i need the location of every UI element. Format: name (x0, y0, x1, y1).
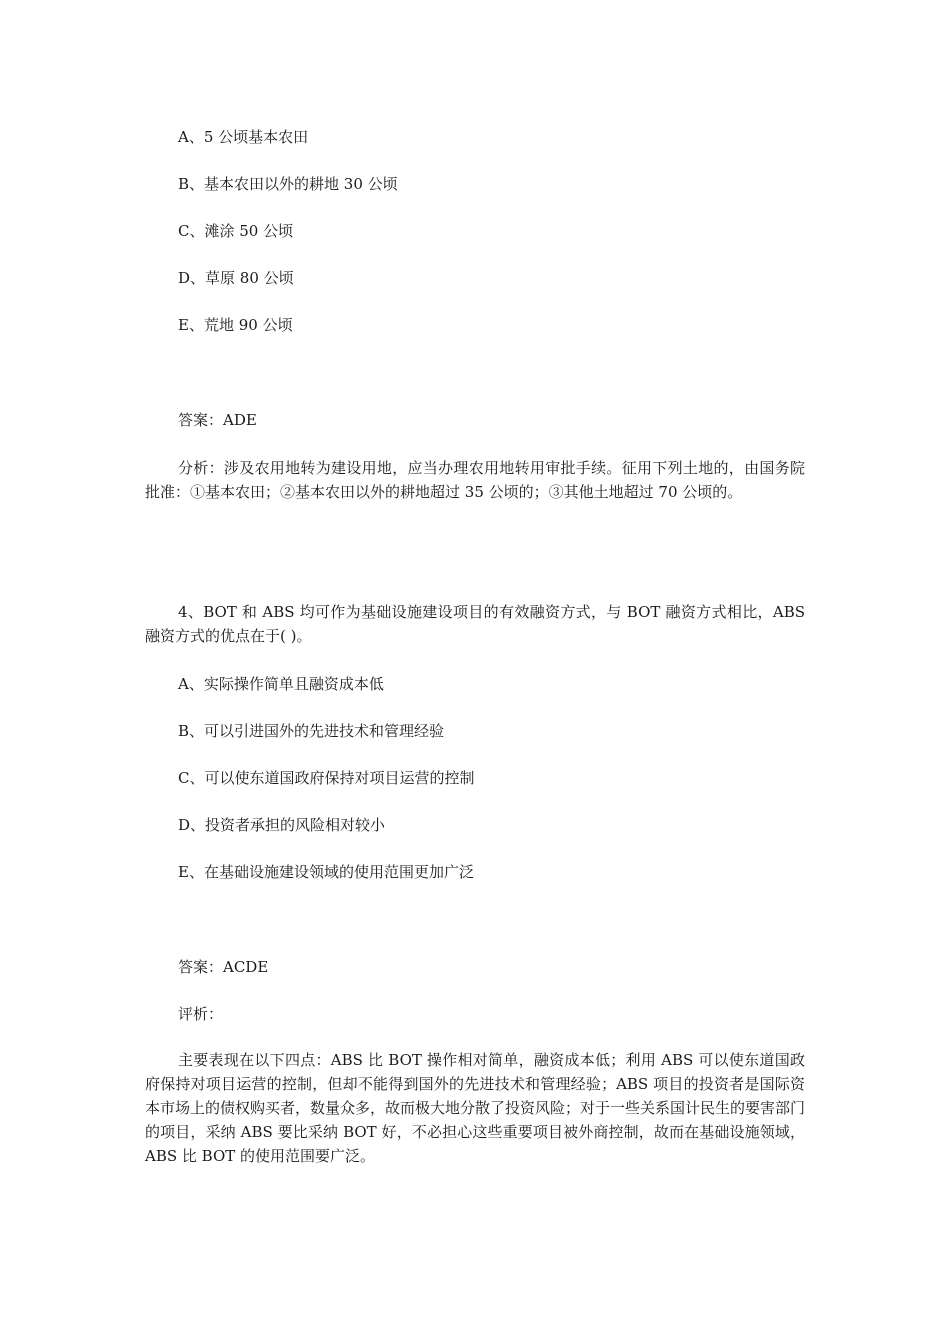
q4-option-d: D、投资者承担的风险相对较小 (178, 816, 386, 834)
q4-answer: 答案：ACDE (178, 958, 269, 976)
q3-option-c: C、滩涂 50 公顷 (178, 222, 294, 240)
q3-option-b: B、基本农田以外的耕地 30 公顷 (178, 175, 398, 193)
q4-option-a: A、实际操作简单且融资成本低 (178, 675, 384, 693)
q3-option-d: D、草原 80 公顷 (178, 269, 294, 287)
q4-explanation: 主要表现在以下四点：ABS 比 BOT 操作相对简单，融资成本低；利用 ABS 可以使东道国政府保持对项目运营的控制，但却不能得到国外的先进技术和管理经验；ABS 项目的投资者是国际资本市场上的债权购买者，数量众多，故而极大地分散了投资风险；对于一些关系国计民生的要害部门的项目，采纳 ABS 要比采纳 BOT 好，不必担心这些重要项目被外商控制，故而在基础设施领域，ABS 比 BOT 的使用范围要广泛。 (145, 1051, 806, 1165)
q4-option-c: C、可以使东道国政府保持对项目运营的控制 (178, 769, 475, 787)
q4-review-label: 评析： (178, 1005, 224, 1023)
q3-option-a: A、5 公顷基本农田 (178, 128, 309, 146)
q3-analysis: 分析：涉及农用地转为建设用地，应当办理农用地转用审批手续。征用下列土地的，由国务院批准：①基本农田；②基本农田以外的耕地超过 35 公顷的；③其他土地超过 70 公顷的。 (145, 459, 805, 501)
q3-option-e: E、荒地 90 公顷 (178, 316, 293, 334)
q3-answer: 答案：ADE (178, 411, 257, 429)
q4-option-e: E、在基础设施建设领域的使用范围更加广泛 (178, 863, 474, 881)
q4-question: 4、BOT 和 ABS 均可作为基础设施建设项目的有效融资方式，与 BOT 融资方式相比，ABS 融资方式的优点在于( )。 (145, 603, 805, 645)
q4-option-b: B、可以引进国外的先进技术和管理经验 (178, 722, 445, 740)
